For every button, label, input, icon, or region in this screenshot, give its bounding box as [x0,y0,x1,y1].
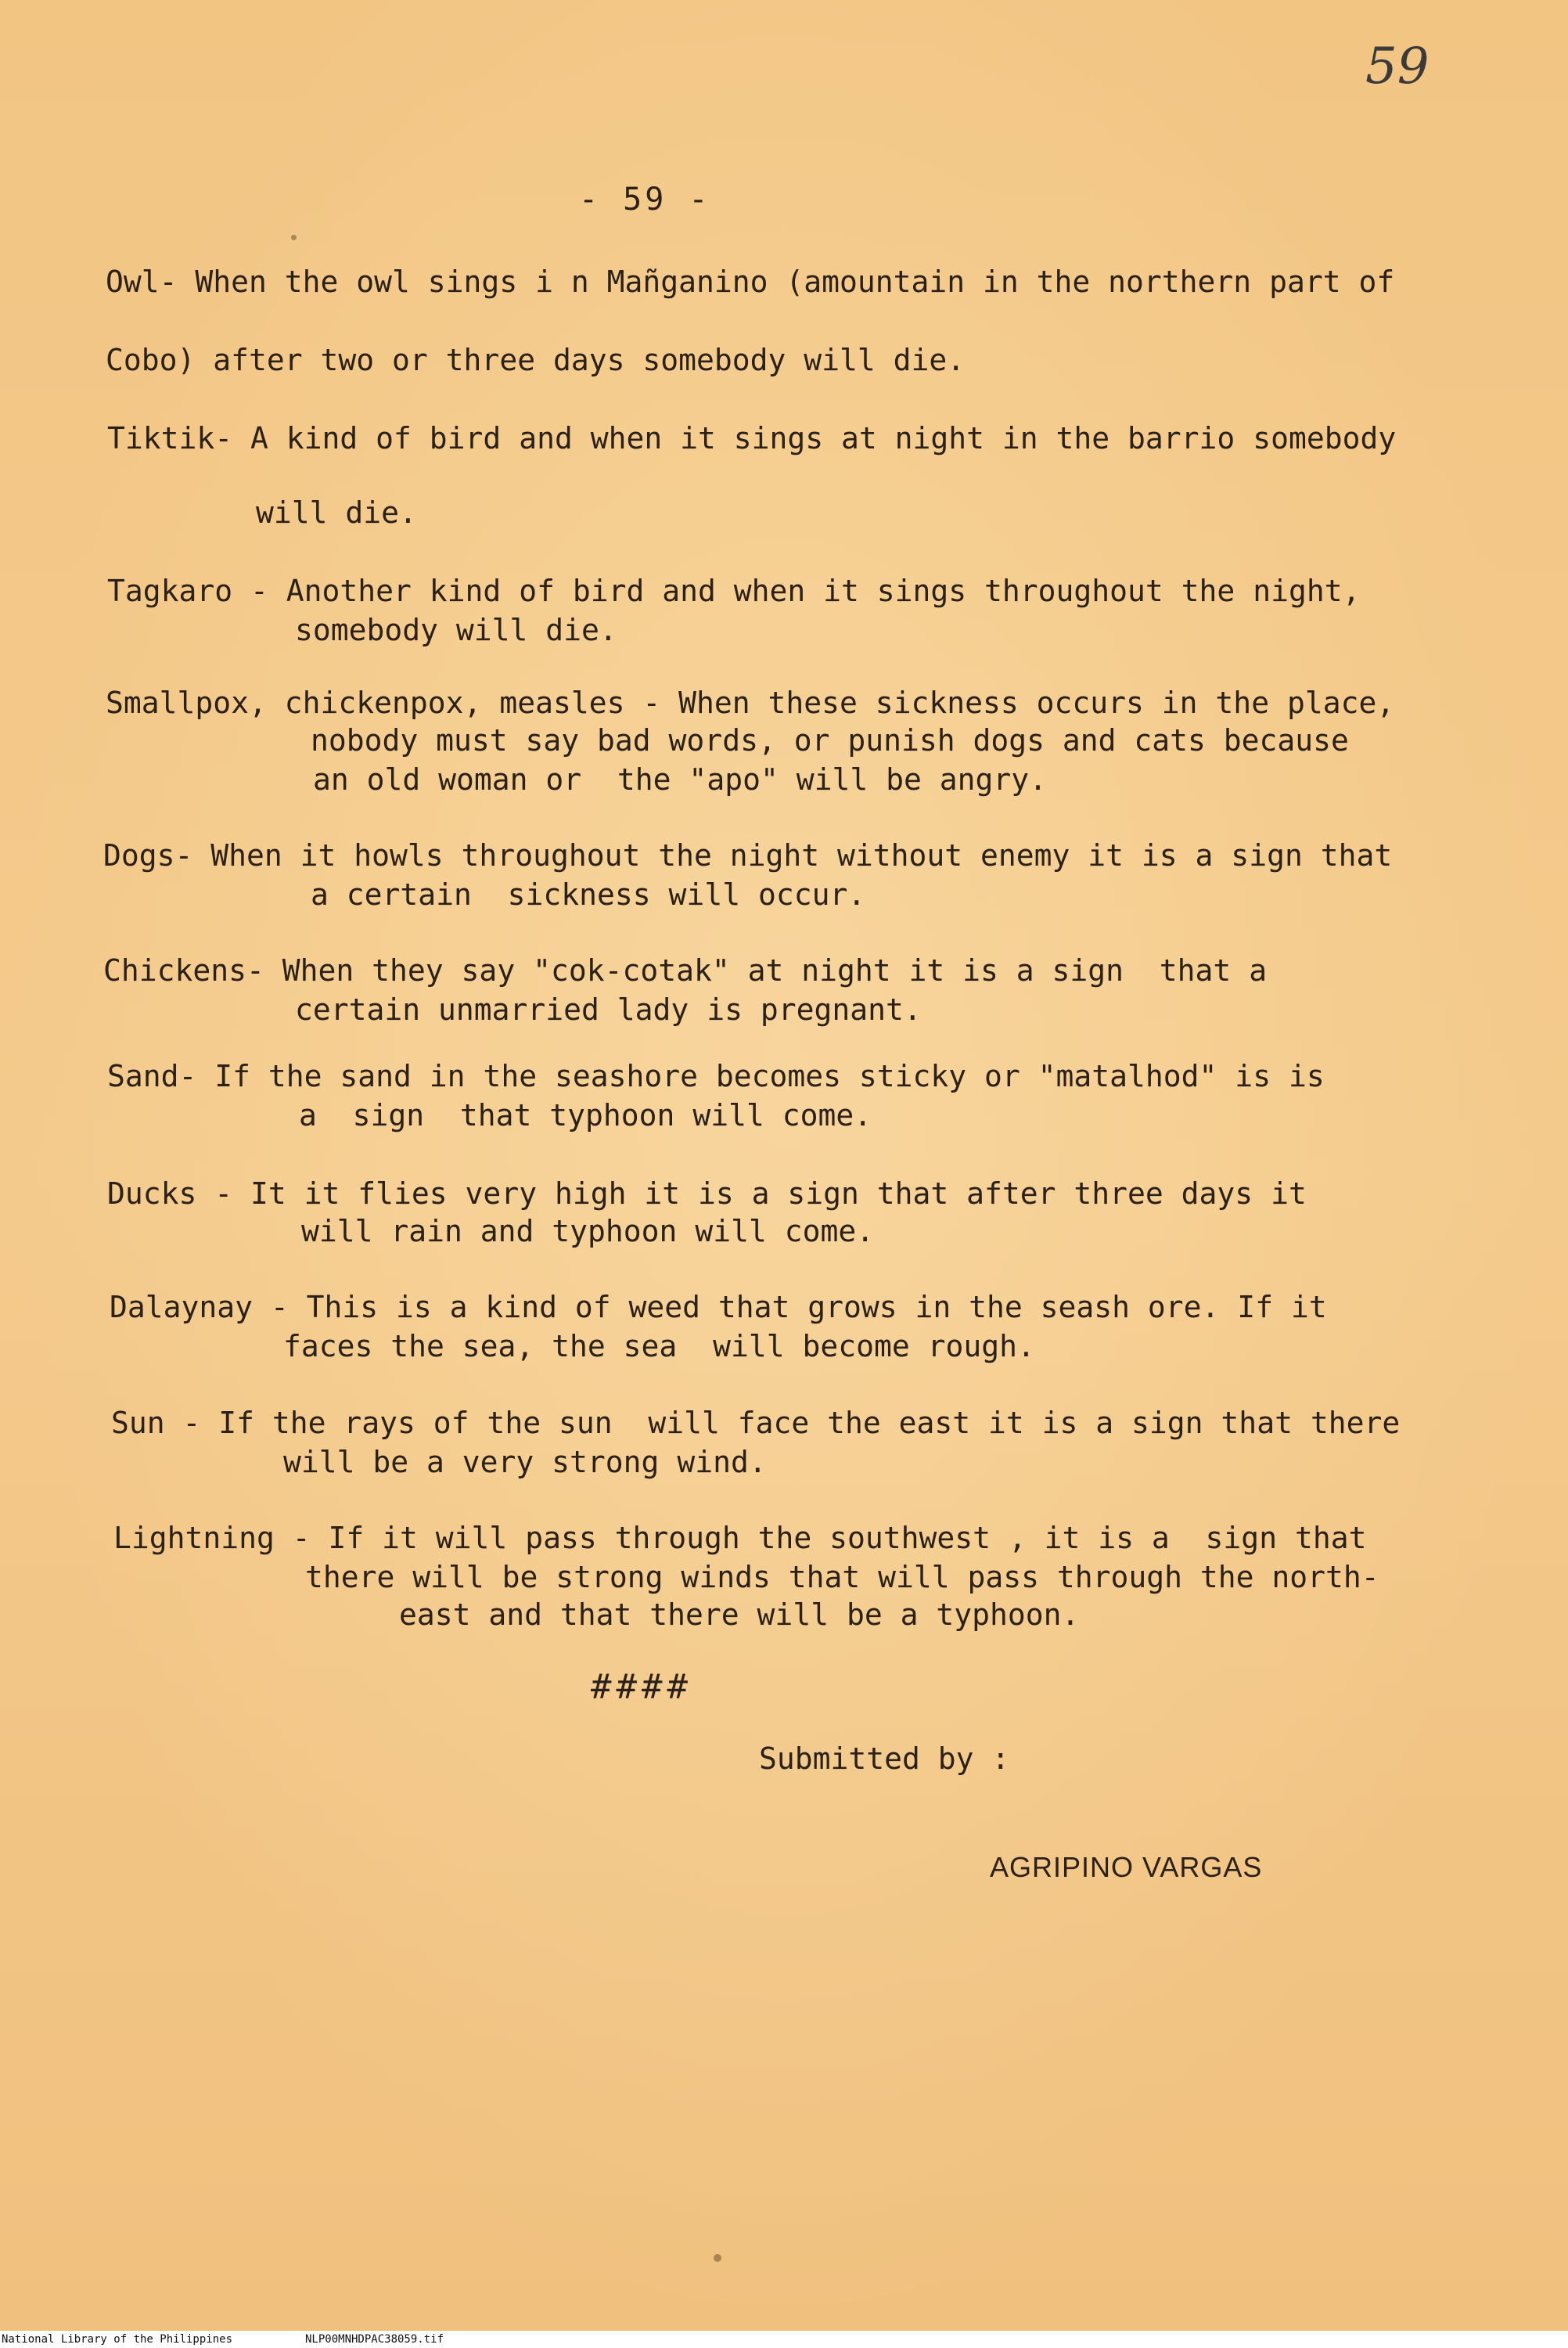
typed-page-number: - 59 - [579,182,711,218]
entry-line: Owl- When the owl sings i n Mañganino (amountain in the northern part of [106,265,1395,299]
entry-line: east and that there will be a typhoon. [399,1597,1080,1632]
entry-line: certain unmarried lady is pregnant. [295,992,922,1027]
ink-spot [291,235,297,240]
entry-line: will rain and typhoon will come. [301,1214,875,1248]
submitted-by-label: Submitted by : [759,1741,1010,1776]
entry-line: somebody will die. [295,613,617,647]
entry-line: Lightning - If it will pass through the southwest , it is a sign that [113,1521,1367,1555]
entry-line: will die. [256,495,417,530]
handwritten-page-number: 59 [1365,38,1430,95]
entry-line: there will be strong winds that will pass through the north- [305,1560,1379,1594]
entry-line: Ducks - It it flies very high it is a sign that after three days it [107,1176,1307,1211]
entry-line: Cobo) after two or three days somebody will die. [106,343,966,377]
footer-file: NLP00MNHDPAC38059.tif [305,2333,444,2346]
entry-line: a certain sickness will occur. [311,877,866,912]
footer-library: National Library of the Philippines [2,2333,233,2346]
entry-line: Smallpox, chickenpox, measles - When these sickness occurs in the place, [106,686,1395,720]
entry-line: Chickens- When they say "cok-cotak" at night it is a sign that a [103,953,1268,988]
section-divider: #### [591,1667,692,1707]
author-name: AGRIPINO VARGAS [990,1851,1263,1883]
entry-line: Sun - If the rays of the sun will face the east it is a sign that there [111,1406,1401,1440]
entry-line: Sand- If the sand in the seashore becomes sticky or "matalhod" is is [107,1059,1325,1093]
entry-line: Dogs- When it howls throughout the night without enemy it is a sign that [103,838,1393,873]
entry-line: Dalaynay - This is a kind of weed that grows in the seash ore. If it [110,1290,1327,1324]
entry-line: a sign that typhoon will come. [299,1098,872,1133]
entry-line: Tagkaro - Another kind of bird and when it sings throughout the night, [107,574,1361,608]
entry-line: Tiktik- A kind of bird and when it sings at night in the barrio somebody [107,421,1397,456]
entry-tiktik [107,419,1397,575]
entry-line: will be a very strong wind. [283,1445,767,1479]
ink-spot [714,2254,721,2262]
entry-line: an old woman or the "apo" will be angry. [313,762,1047,797]
scan-footer [0,2331,1568,2348]
entry-lightning [113,1518,1379,1714]
entry-line: faces the sea, the sea will become rough. [283,1329,1035,1363]
entry-line: nobody must say bad words, or punish dogs and cats because [311,723,1349,758]
entry-owl [106,262,1395,419]
